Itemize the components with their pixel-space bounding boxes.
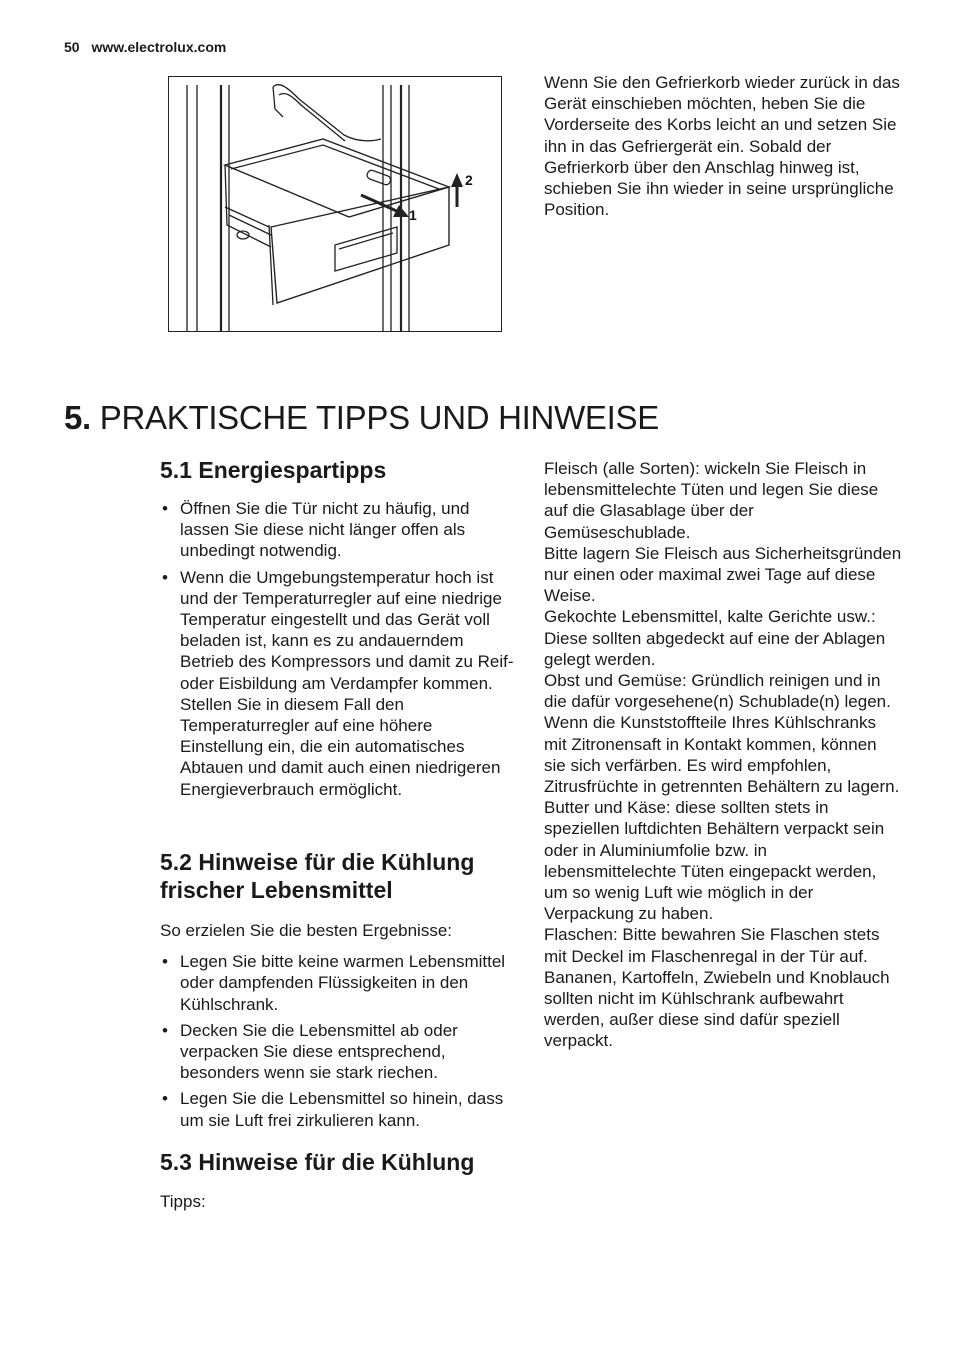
basket-slot	[366, 169, 392, 186]
section-5-1	[160, 456, 516, 805]
freezer-basket-illustration	[168, 76, 502, 332]
basket-side	[225, 165, 271, 247]
section-number: 5.1	[160, 457, 192, 483]
cooling-tips-list	[160, 951, 516, 1131]
section-5-2	[160, 848, 516, 1136]
basket-rim-inner	[231, 145, 439, 189]
right-column	[544, 458, 902, 1052]
list-item: • Wenn die Umgebungstemperatur hoch ist und der Temperaturregler auf eine niedrige Temperatur eingestellt und das Gerät voll beladen ist, kann es zu andauerndem Betrieb des Kompressors und damit zu Reif- oder Eisbildung am Verdampfer kommen. Stellen Sie in diesem Fall den Temperaturregler auf eine höhere Einstellung ein, die ein automatisches Abtauen und damit auch einen niedrigeren Energieverbrauch ermöglicht.	[160, 567, 516, 800]
arrow-1-shaft	[361, 195, 401, 213]
paragraph: Bitte lagern Sie Fleisch aus Sicherheitsgründen nur einen oder maximal zwei Tage auf diese Weise.	[544, 543, 902, 606]
page-number: 50	[64, 39, 80, 55]
website-link[interactable]: www.electrolux.com	[91, 39, 227, 55]
section-number: 5.2	[160, 849, 192, 875]
shelf-rail	[273, 87, 283, 117]
arrow-label-2: 2	[465, 172, 473, 188]
shelf-rail	[273, 85, 381, 141]
list-item: • Decken Sie die Lebensmittel ab oder verpacken Sie diese entsprechend, besonders wenn sie stark riechen.	[160, 1020, 516, 1084]
paragraph: Butter und Käse: diese sollten stets in speziellen luftdichten Behältern verpackt sein oder in Aluminiumfolie bzw. in lebensmittelechte Tüten eingepackt werden, um so wenig Luft wie möglich in der Verpackung zu haben.	[544, 798, 885, 924]
section-number: 5.3	[160, 1149, 192, 1175]
paragraph: Bananen, Kartoffeln, Zwiebeln und Knoblauch sollten nicht im Kühlschrank aufbewahrt werden, außer diese sind dafür speziell verpackt.	[544, 967, 890, 1051]
basket-front	[271, 187, 449, 303]
section-title: Energiespartipps	[198, 457, 387, 483]
section-5-3	[160, 1148, 516, 1212]
paragraph: Fleisch (alle Sorten): wickeln Sie Fleisch in lebensmittelechte Tüten und legen Sie diese auf die Glasablage über der Gemüseschublade.	[544, 459, 879, 542]
paragraph: Flaschen: Bitte bewahren Sie Flaschen stets mit Deckel im Flaschenregal in der Tür auf.	[544, 925, 880, 966]
arrow-2-head	[451, 173, 463, 187]
section-intro: Tipps:	[160, 1192, 206, 1211]
section-title-line2: frischer Lebensmittel	[160, 877, 393, 903]
section-5-2-heading	[160, 848, 516, 904]
shelf-rail	[279, 93, 345, 141]
list-item: • Legen Sie die Lebensmittel so hinein, dass um sie Luft frei zirkulieren kann.	[160, 1088, 516, 1130]
chapter-title-text: PRAKTISCHE TIPPS UND HINWEISE	[99, 399, 659, 436]
paragraph: Gekochte Lebensmittel, kalte Gerichte usw.: Diese sollten abgedeckt auf eine der Ablagen gelegt werden.	[544, 607, 886, 669]
arrow-label-1: 1	[409, 207, 417, 223]
paragraph: Obst und Gemüse: Gründlich reinigen und in die dafür vorgesehene(n) Schublade(n) legen. Wenn die Kunststoffteile Ihres Kühlschranks mit Zitronensaft in Kontakt kommen, können sie sich verfärben. Es wird empfohlen, Zitrusfrüchte in getrennten Behältern zu lagern.	[544, 671, 900, 797]
list-item: • Legen Sie bitte keine warmen Lebensmittel oder dampfenden Flüssigkeiten in den Kühlschrank.	[160, 951, 516, 1015]
section-intro: So erzielen Sie die besten Ergebnisse:	[160, 921, 453, 940]
chapter-title	[64, 398, 659, 438]
basket-handle	[335, 227, 397, 271]
intro-paragraph: Wenn Sie den Gefrierkorb wieder zurück in das Gerät einschieben möchten, heben Sie die Vorderseite des Korbs leicht an und setzen Sie ihn in das Gefriergerät ein. Sobald der Gefrierkorb über den Anschlag hinweg ist, schieben Sie ihn wieder in seine ursprüngliche Position.	[544, 73, 900, 220]
chapter-number: 5.	[64, 399, 91, 436]
list-item: • Öffnen Sie die Tür nicht zu häufig, und lassen Sie diese nicht länger offen als unbedingt notwendig.	[160, 498, 516, 562]
section-5-3-heading	[160, 1148, 516, 1176]
section-title: Hinweise für die Kühlung	[198, 1149, 475, 1175]
section-5-1-heading	[160, 456, 516, 484]
rail-lip	[225, 207, 271, 235]
section-title: Hinweise für die Kühlung	[198, 849, 475, 875]
page-header	[64, 39, 226, 55]
energy-tips-list	[160, 498, 516, 800]
